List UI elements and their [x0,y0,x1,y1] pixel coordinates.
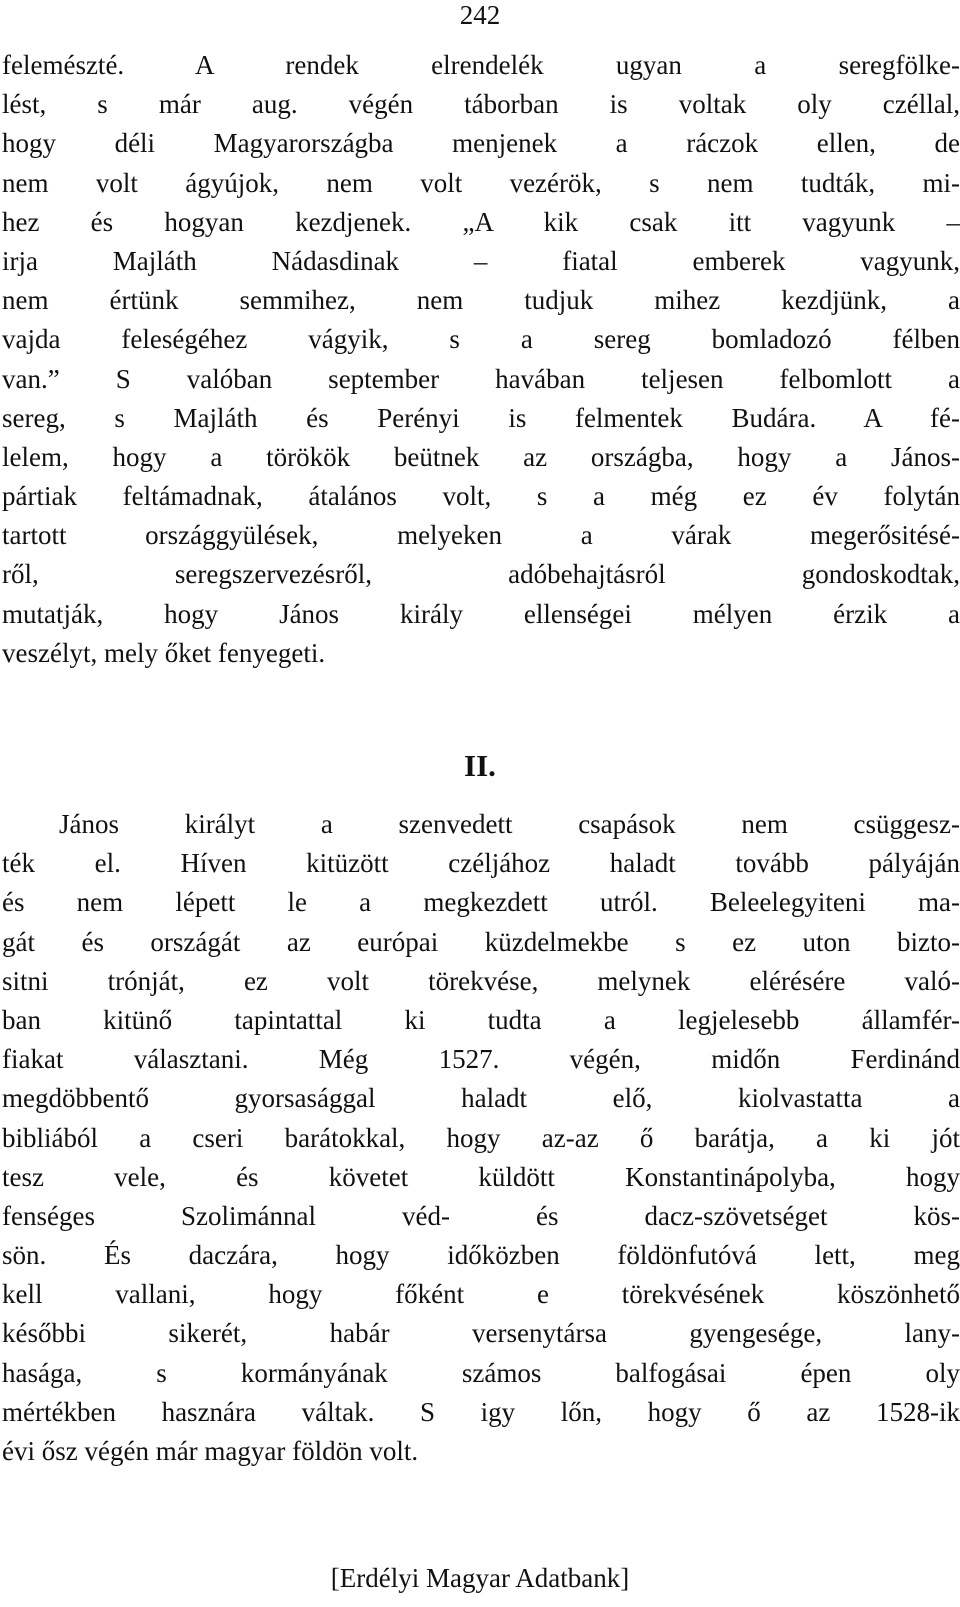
text-line: mértékben hasznára váltak. S igy lőn, hogy ő az 1528-ik [2,1396,960,1427]
text-line: hez és hogyan kezdjenek. „A kik csak itt vagyunk – [2,206,960,237]
body-paragraph-1 [2,46,960,673]
text-line: évi ősz végén már magyar földön volt. [2,1436,419,1466]
text-line: fenséges Szolimánnal véd- és dacz-szövetséget kös- [2,1200,960,1231]
text-line: és nem lépett le a megkezdett utról. Beleelegyiteni ma- [2,887,960,918]
body-paragraph-2 [2,805,960,1471]
text-line: János királyt a szenvedett csapások nem csüggesz- [59,809,960,839]
text-line: sereg, s Majláth és Perényi is felmentek Budára. A fé- [2,402,960,433]
text-line: kell vallani, hogy főként e törekvésének köszönhető [2,1279,960,1310]
text-line: hasága, s kormányának számos balfogásai épen oly [2,1357,960,1388]
text-line: veszélyt, mely őket fenyegeti. [2,637,326,668]
page-number: 242 [459,0,501,30]
text-line: pártiak feltámadnak, átalános volt, s a még ez év folytán [2,481,960,512]
text-line: van.” S valóban september havában teljesen felbomlott a [2,363,960,394]
text-line: lelem, hogy a törökök beütnek az országba, hogy a János- [2,441,960,472]
text-line: lést, s már aug. végén táborban is voltak oly czéllal, [2,89,960,120]
text-line: felemészté. A rendek elrendelék ugyan a seregfölke- [2,50,960,80]
text-line: mutatják, hogy János király ellenségei mélyen érzik a [2,598,960,629]
text-line: tesz vele, és követet küldött Konstantinápolyba, hogy [2,1161,960,1192]
text-line: megdöbbentő gyorsasággal haladt elő, kiolvastatta a [2,1083,960,1114]
text-line: vajda feleségéhez vágyik, s a sereg bomladozó félben [2,324,960,355]
text-line: nem volt ágyújok, nem volt vezérök, s nem tudták, mi- [2,167,960,198]
text-line: hogy déli Magyarországba menjenek a ráczok ellen, de [2,128,960,159]
section-heading: II. [464,748,496,783]
footer-source: [Erdélyi Magyar Adatbank] [330,1563,630,1593]
text-line: sön. És daczára, hogy időközben földönfutóvá lett, meg [2,1240,960,1271]
text-line: ban kitünő tapintattal ki tudta a legjelesebb államfér- [2,1004,960,1035]
text-line: sitni trónját, ez volt törekvése, melynek elérésére való- [2,965,960,996]
text-line: ték el. Híven kitüzött czéljához haladt tovább pályáján [2,848,960,879]
text-line: ről, seregszervezésről, adóbehajtásról gondoskodtak, [2,559,960,590]
text-line: tartott országgyülések, melyeken a várak megerősitésé- [2,520,960,551]
text-line: bibliából a cseri barátokkal, hogy az-az ő barátja, a ki jót [2,1122,960,1153]
text-line: gát és országát az európai küzdelmekbe s ez uton bizto- [2,926,960,957]
text-line: fiakat választani. Még 1527. végén, midőn Ferdinánd [2,1044,960,1075]
text-line: nem értünk semmihez, nem tudjuk mihez kezdjünk, a [2,285,960,316]
text-line: későbbi sikerét, habár versenytársa gyengesége, lany- [2,1318,960,1349]
text-line: irja Majláth Nádasdinak – fiatal emberek vagyunk, [2,245,960,276]
